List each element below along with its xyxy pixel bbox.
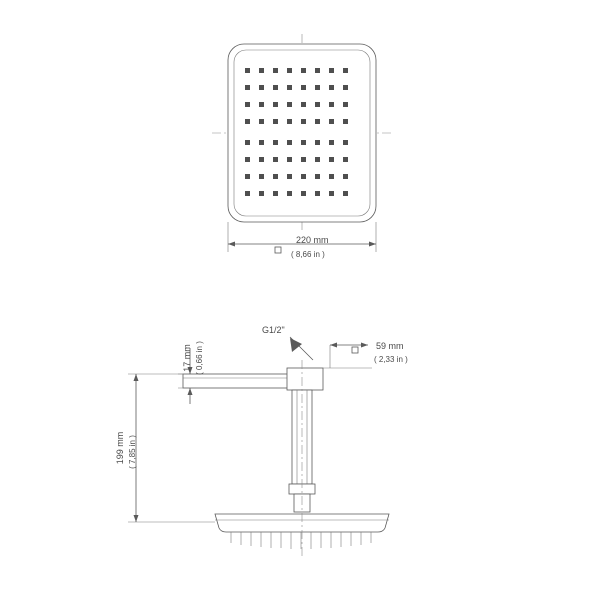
- drop-dimension: [323, 341, 408, 368]
- thickness-value-in: ( 0,66 in ): [195, 341, 204, 375]
- drop-value-in: ( 2,33 in ): [374, 355, 408, 364]
- width-arrow-right: [369, 242, 376, 247]
- top-view-group: [212, 34, 392, 259]
- drop-value-mm: 59 mm: [376, 341, 404, 351]
- side-view-group: [115, 325, 408, 556]
- inlet-thread-arrow: [290, 338, 302, 352]
- width-value-mm: 220 mm: [296, 235, 329, 245]
- drop-arrow-right: [361, 343, 368, 348]
- height-value-mm: 199 mm: [115, 431, 125, 465]
- square-symbol-drop: [352, 347, 358, 353]
- arm-thickness-dimension: [178, 341, 204, 404]
- inlet-thread-label: G1/2": [262, 325, 285, 335]
- wall-arm-horizontal: [183, 374, 295, 388]
- square-symbol-width: [275, 247, 281, 253]
- thickness-arrow-bottom: [188, 388, 193, 395]
- drop-arrow-left: [330, 343, 337, 348]
- inlet-thread-callout: [262, 325, 313, 360]
- arm-height-dimension: [115, 374, 215, 522]
- thickness-value-mm: 17 mm: [182, 344, 192, 372]
- height-arrow-bottom: [134, 515, 139, 522]
- spray-hatch: [231, 532, 371, 549]
- height-value-in: ( 7,85 in ): [128, 435, 137, 469]
- width-arrow-left: [228, 242, 235, 247]
- width-value-in: ( 8,66 in ): [291, 250, 325, 259]
- height-arrow-top: [134, 374, 139, 381]
- arm-elbow-block: [287, 368, 323, 390]
